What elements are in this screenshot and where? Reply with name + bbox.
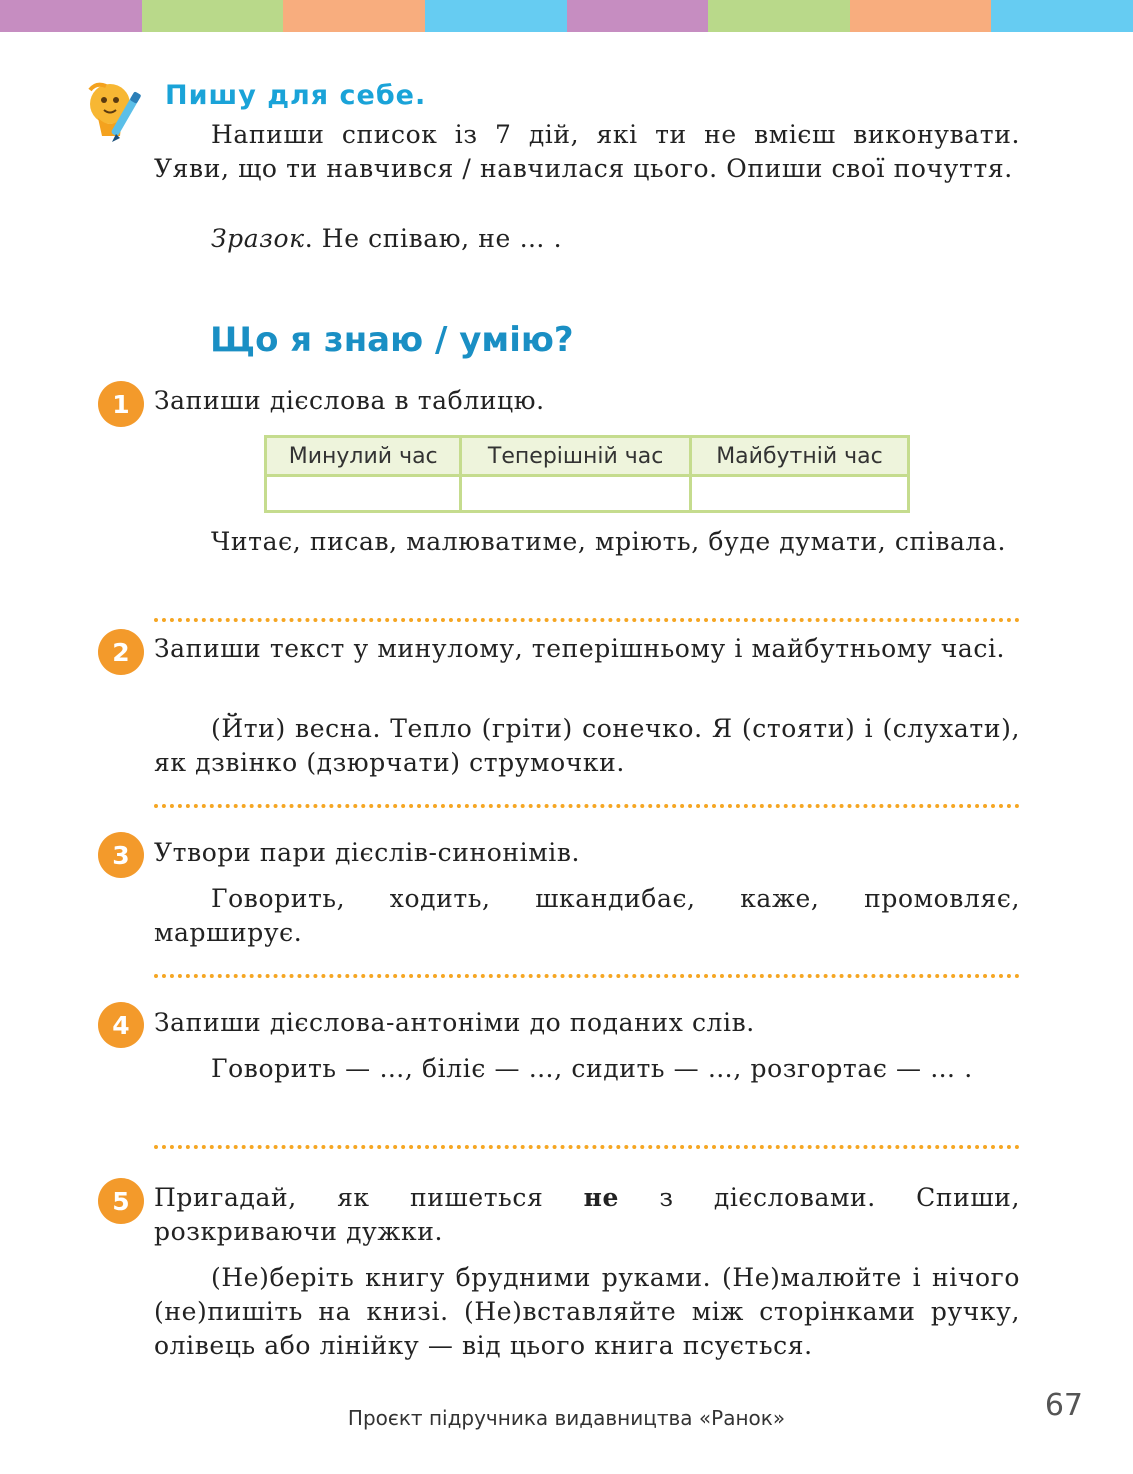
color-bar-segment	[567, 0, 709, 32]
write-for-self-text: Напиши список із 7 дій, які ти не вмієш виконувати. Уяви, що ти навчився / навчилася цього. Опиши свої почуття.	[154, 120, 1020, 183]
divider	[154, 974, 1020, 978]
color-bar-segment	[708, 0, 850, 32]
task-5-instruction	[154, 1181, 1020, 1249]
divider	[154, 804, 1020, 808]
task-5-instruction-bold: не	[583, 1183, 620, 1212]
color-bar-segment	[283, 0, 425, 32]
task-4-text: Говорить — …, біліє — …, сидить — …, розгортає — … .	[211, 1054, 973, 1083]
task-2-text: (Йти) весна. Тепло (гріти) сонечко. Я (стояти) і (слухати), як дзвінко (дзюрчати) струмочки.	[154, 714, 1020, 777]
table-cell-future[interactable]	[690, 476, 908, 512]
task-5-instruction-end: з дієсловами. Спиши, розкриваючи дужки.	[154, 1183, 1020, 1246]
task-number-1: 1	[98, 381, 144, 427]
color-bar-segment	[142, 0, 284, 32]
footer-publisher: Проєкт підручника видавництва «Ранок»	[347, 1406, 786, 1430]
lightbulb-with-pen-icon	[82, 80, 162, 150]
color-bar-segment	[425, 0, 567, 32]
page-number: 67	[1044, 1388, 1083, 1423]
task-5-instruction-start: Пригадай, як пишеться	[154, 1183, 584, 1212]
table-header-past: Минулий час	[266, 437, 461, 476]
task-1-text: Читає, писав, малюватиме, мріють, буде думати, співала.	[211, 527, 1007, 556]
table-cell-past[interactable]	[266, 476, 461, 512]
task-4-instruction: Запиши дієслова-антоніми до поданих слів.	[154, 1008, 755, 1037]
table-header-present: Теперішній час	[461, 437, 691, 476]
table-header-future: Майбутній час	[690, 437, 908, 476]
color-bar-segment	[850, 0, 992, 32]
task-1-instruction: Запиши дієслова в таблицю.	[154, 386, 545, 415]
tense-table	[264, 435, 910, 513]
write-for-self-heading: Пишу для себе.	[165, 80, 427, 111]
sample-text: . Не співаю, не … .	[304, 224, 563, 253]
top-color-bar	[0, 0, 1133, 32]
divider	[154, 618, 1020, 622]
task-number-4: 4	[98, 1002, 144, 1048]
task-number-2: 2	[98, 629, 144, 675]
section-title: Що я знаю / умію?	[210, 320, 574, 360]
table-cell-present[interactable]	[461, 476, 691, 512]
write-for-self-sample	[154, 222, 1020, 256]
task-3-text: Говорить, ходить, шкандибає, каже, промовляє, марширує.	[154, 884, 1020, 947]
task-2-instruction: Запиши текст у минулому, теперішньому і майбутньому часі.	[154, 634, 1006, 663]
divider	[154, 1145, 1020, 1149]
color-bar-segment	[991, 0, 1133, 32]
task-number-3: 3	[98, 832, 144, 878]
task-3-instruction: Утвори пари дієслів-синонімів.	[154, 838, 581, 867]
color-bar-segment	[0, 0, 142, 32]
task-5-text: (Не)беріть книгу брудними руками. (Не)малюйте і нічого (не)пишіть на книзі. (Не)вставляйте між сторінками ручку, олівець або лінійку — від цього книга псується.	[154, 1263, 1020, 1360]
task-number-5: 5	[98, 1178, 144, 1224]
sample-label: Зразок	[211, 224, 305, 253]
